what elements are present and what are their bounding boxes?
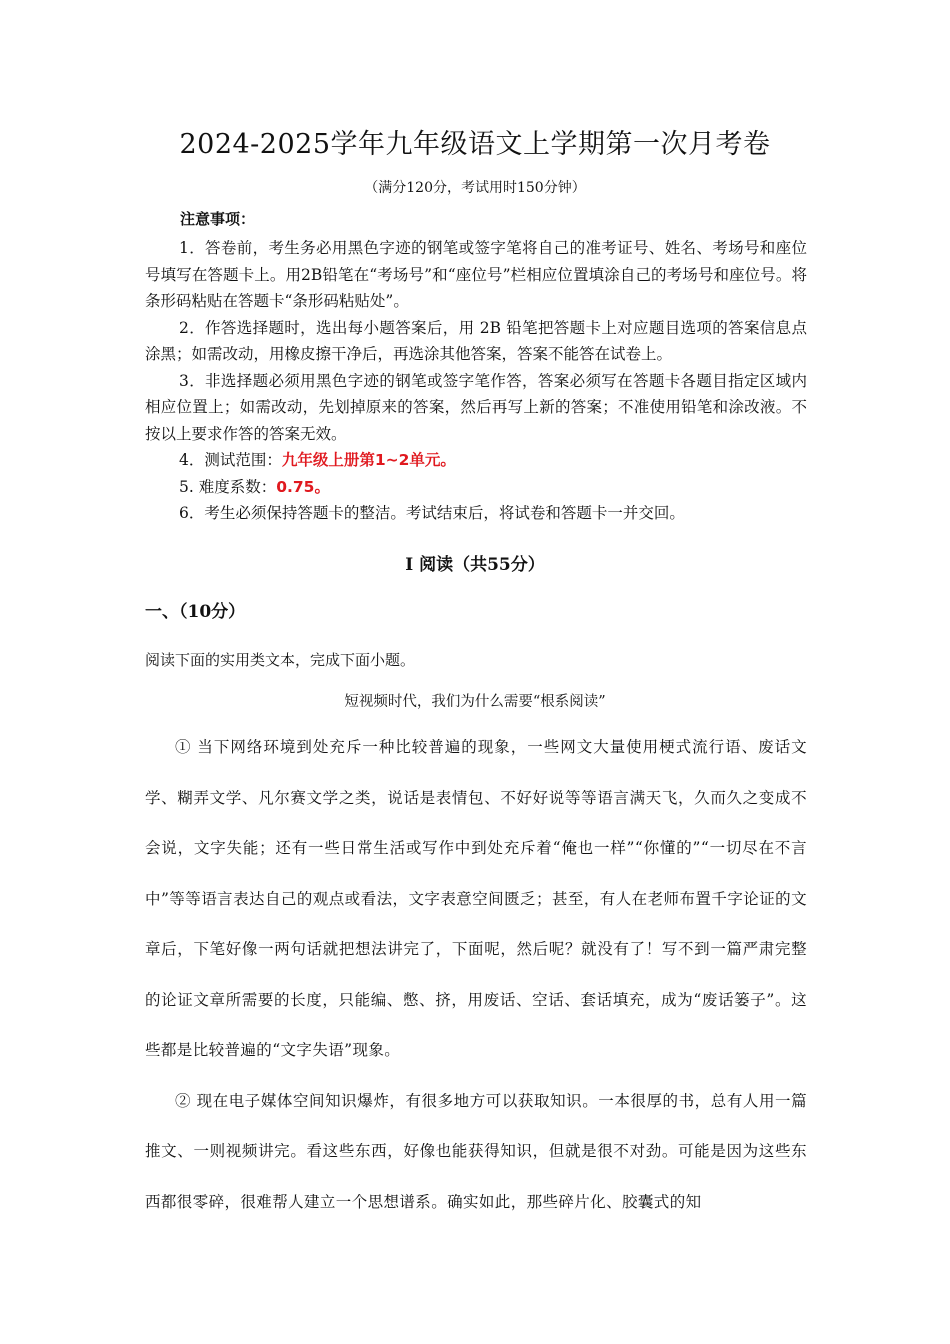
section-title: Ⅰ 阅读（共55分） xyxy=(405,555,545,575)
difficulty-value: 0.75。 xyxy=(276,477,330,496)
notice-heading: 注意事项： xyxy=(180,210,256,228)
reading-instruction: 阅读下面的实用类文本，完成下面小题。 xyxy=(145,651,416,669)
notice-item-5-label: 5. 难度系数： xyxy=(179,477,277,496)
notice-item-4 xyxy=(145,447,807,474)
notice-item-5 xyxy=(145,474,807,501)
notice-list xyxy=(145,235,807,527)
exam-subtitle: （满分120分，考试用时150分钟） xyxy=(364,180,586,196)
notice-item-2: 2．作答选择题时，选出每小题答案后，用 2B 铅笔把答题卡上对应题目选项的答案信息点涂黑；如需改动，用橡皮擦干净后，再选涂其他答案，答案不能答在试卷上。 xyxy=(145,318,807,363)
exam-title: 2024-2025学年九年级语文上学期第一次月考卷 xyxy=(179,129,771,160)
notice-item-3: 3．非选择题必须用黑色字迹的钢笔或签字笔作答，答案必须写在答题卡各题目指定区域内相应位置上；如需改动，先划掉原来的答案，然后再写上新的答案；不准使用铅笔和涂改液。不按以上要求作答的答案无效。 xyxy=(145,371,807,443)
notice-item-6: 6．考生必须保持答题卡的整洁。考试结束后，将试卷和答题卡一并交回。 xyxy=(179,504,685,522)
article-title: 短视频时代，我们为什么需要“根系阅读” xyxy=(344,694,606,710)
notice-item-4-label: 4．测试范围： xyxy=(179,451,282,469)
article-body xyxy=(145,722,807,1227)
test-scope-value: 九年级上册第1~2单元。 xyxy=(281,451,456,469)
part-heading: 一、（10分） xyxy=(145,602,246,622)
article-paragraph-2: ② 现在电子媒体空间知识爆炸，有很多地方可以获取知识。一本很厚的书，总有人用一篇推文、一则视频讲完。看这些东西，好像也能获得知识，但就是很不对劲。可能是因为这些东西都很零碎，很难帮人建立一个思想谱系。确实如此，那些碎片化、胶囊式的知 xyxy=(145,1091,807,1211)
notice-item-1: 1．答卷前，考生务必用黑色字迹的钢笔或签字笔将自己的准考证号、姓名、考场号和座位号填写在答题卡上。用2B铅笔在“考场号”和“座位号”栏相应位置填涂自己的考场号和座位号。将条形码粘贴在答题卡“条形码粘贴处”。 xyxy=(145,239,807,310)
article-paragraph-1: ① 当下网络环境到处充斥一种比较普遍的现象，一些网文大量使用梗式流行语、废话文学、糊弄文学、凡尔赛文学之类，说话是表情包、不好好说等等语言满天飞，久而久之变成不会说，文字失能；还有一些日常生活或写作中到处充斥着“俺也一样”“你懂的”“一切尽在不言中”等等语言表达自己的观点或看法，文字表意空间匮乏；甚至，有人在老师布置千字论证的文章后，下笔好像一两句话就把想法讲完了，下面呢，然后呢？就没有了！写不到一篇严肃完整的论证文章所需要的长度，只能编、憋、挤，用废话、空话、套话填充，成为“废话篓子”。这些都是比较普遍的“文字失语”现象。 xyxy=(145,738,807,1059)
